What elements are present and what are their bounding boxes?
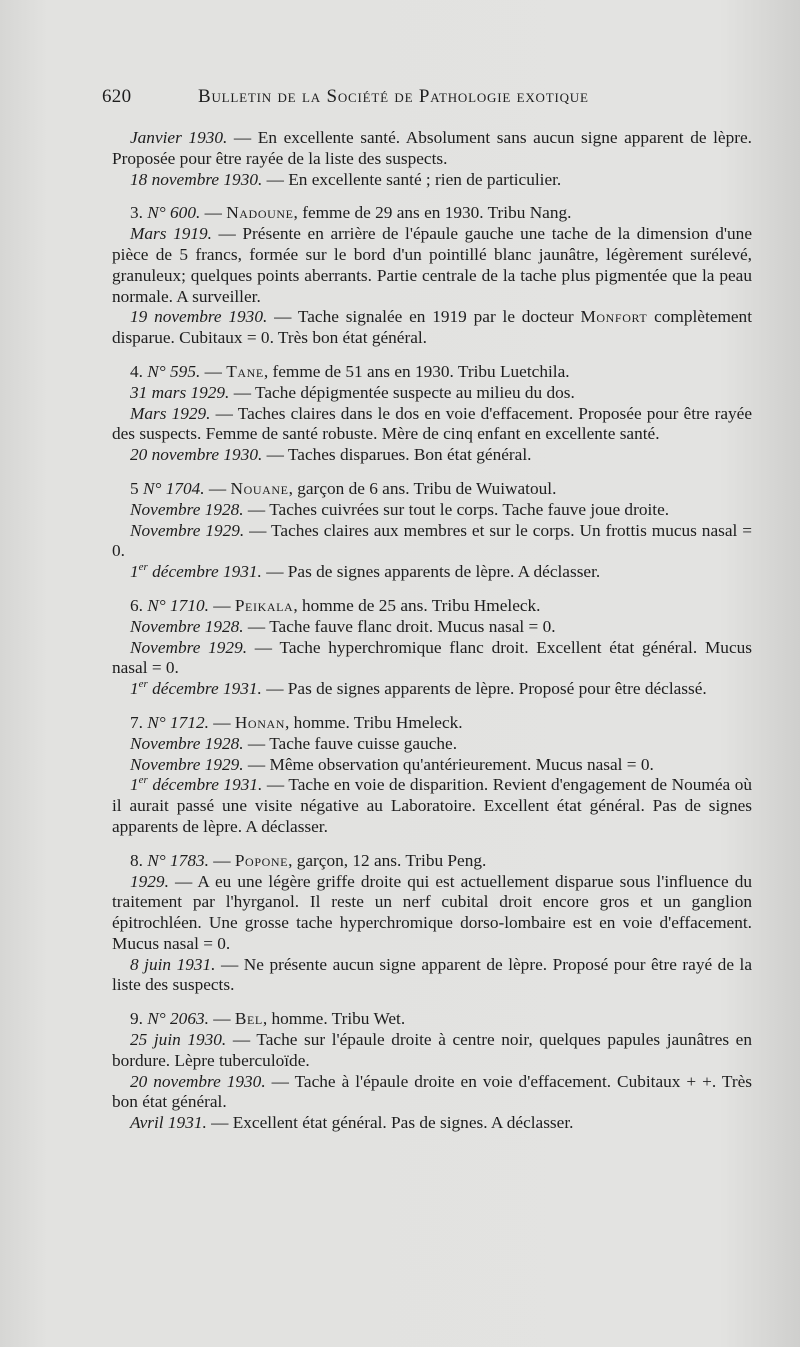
observation-paragraph bbox=[112, 562, 752, 583]
observation-date: 31 mars 1929. bbox=[130, 382, 230, 402]
separator: — bbox=[200, 203, 227, 223]
observation-date bbox=[130, 679, 262, 698]
separator: — bbox=[208, 850, 235, 870]
observation-text: — En excellente santé. Absolument sans aucun signe apparent de lèpre. Proposée pour être rayée de la liste des suspects. bbox=[112, 128, 752, 168]
case-number: 7. bbox=[130, 712, 148, 732]
case-entry-6 bbox=[112, 596, 752, 700]
date-day: 1 bbox=[130, 775, 139, 795]
doctor-name: Monfort bbox=[580, 307, 648, 327]
observation-paragraph bbox=[112, 224, 752, 307]
case-file-number: N° 600. bbox=[147, 203, 201, 223]
patient-name: Tane bbox=[226, 361, 264, 381]
case-heading bbox=[112, 596, 752, 617]
date-rest: décembre 1931. bbox=[147, 562, 262, 582]
ordinal-suffix: er bbox=[138, 774, 148, 787]
observation-date bbox=[130, 775, 262, 794]
case-entry-7 bbox=[112, 713, 752, 838]
observation-text: — Excellent état général. Pas de signes. A déclasser. bbox=[206, 1113, 574, 1133]
observation-text: — Présente en arrière de l'épaule gauche une tache de la dimension d'une pièce de 5 francs, formée sur le bord d'un pointillé blanc jaunâtre, légèrement surélevé, granuleux; quelques points aberrants. Partie centrale de la tache plus pigmentée que la peau normale. A surveiller. bbox=[112, 224, 752, 306]
case-heading bbox=[112, 479, 752, 500]
observation-paragraph bbox=[112, 638, 752, 680]
case-number: 6. bbox=[130, 595, 148, 615]
case-heading bbox=[112, 1009, 752, 1030]
case-file-number: N° 1704. bbox=[142, 478, 205, 498]
observation-date: 20 novembre 1930. bbox=[130, 445, 263, 465]
case-file-number: N° 595. bbox=[147, 361, 201, 381]
patient-name: Peikala bbox=[234, 595, 294, 615]
observation-paragraph bbox=[112, 755, 752, 776]
observation-text: — A eu une légère griffe droite qui est actuellement disparue sous l'influence du traitement par l'hyrganol. Il reste un nerf cubital droit encore gros et un ganglion épitrochléen. Une grosse tache hyperchromique dorso-lombaire est en voie d'effacement. Mucus nasal = 0. bbox=[112, 871, 752, 953]
patient-description: , homme de 25 ans. Tribu Hmeleck. bbox=[293, 595, 541, 615]
separator: — bbox=[200, 361, 227, 381]
case-heading bbox=[112, 203, 752, 224]
case-file-number: N° 1710. bbox=[147, 595, 209, 615]
observation-text: — Tache à l'épaule droite en voie d'effacement. Cubitaux + +. Très bon état général. bbox=[112, 1071, 752, 1112]
case-heading bbox=[112, 713, 752, 734]
observation-paragraph bbox=[112, 872, 752, 955]
patient-description: , homme. Tribu Hmeleck. bbox=[285, 712, 463, 732]
observation-paragraph bbox=[112, 955, 752, 997]
observation-date: Avril 1931. bbox=[130, 1113, 207, 1133]
date-rest: décembre 1931. bbox=[147, 775, 263, 795]
observation-date bbox=[130, 562, 262, 581]
case-entry-9 bbox=[112, 1009, 752, 1134]
observation-date: Janvier 1930. bbox=[130, 128, 228, 147]
case-entry-8 bbox=[112, 851, 752, 997]
observation-date: Novembre 1928. bbox=[130, 733, 244, 753]
observation-text: — Tache fauve cuisse gauche. bbox=[243, 733, 458, 753]
observation-paragraph bbox=[112, 1030, 752, 1072]
patient-name: Popone bbox=[234, 850, 289, 870]
case-heading bbox=[112, 851, 752, 872]
case-entry-3 bbox=[112, 203, 752, 349]
observation-text: — Ne présente aucun signe apparent de lèpre. Proposé pour être rayé de la liste des suspects. bbox=[112, 954, 752, 995]
observation-date: Novembre 1928. bbox=[130, 616, 244, 636]
observation-text: — Tache dépigmentée suspecte au milieu du dos. bbox=[229, 382, 575, 402]
case-number: 4. bbox=[130, 361, 148, 381]
observation-date: Novembre 1928. bbox=[130, 499, 244, 519]
body-text bbox=[112, 128, 752, 1147]
case-entry-continued bbox=[112, 128, 752, 190]
observation-date: 18 novembre 1930. bbox=[130, 169, 263, 189]
observation-date: Novembre 1929. bbox=[130, 637, 248, 657]
patient-description: , garçon, 12 ans. Tribu Peng. bbox=[288, 850, 487, 870]
observation-paragraph bbox=[112, 679, 752, 700]
separator: — bbox=[208, 595, 235, 615]
observation-paragraph bbox=[112, 170, 752, 191]
case-file-number: N° 1783. bbox=[147, 850, 209, 870]
patient-name: Bel bbox=[234, 1009, 263, 1029]
observation-paragraph bbox=[112, 617, 752, 638]
observation-text: — Taches disparues. Bon état général. bbox=[262, 445, 532, 465]
observation-paragraph bbox=[112, 734, 752, 755]
case-file-number: N° 2063. bbox=[147, 1009, 209, 1029]
patient-name: Nadoune bbox=[226, 203, 294, 223]
separator: — bbox=[204, 478, 231, 498]
observation-date: Novembre 1929. bbox=[130, 520, 245, 540]
observation-text: — Tache fauve flanc droit. Mucus nasal = 0. bbox=[243, 616, 556, 636]
observation-date: 20 novembre 1930. bbox=[130, 1071, 266, 1091]
observation-date: 8 juin 1931. bbox=[130, 954, 216, 974]
ordinal-suffix: er bbox=[138, 561, 148, 574]
patient-name: Nouane bbox=[230, 478, 289, 498]
observation-text: — En excellente santé ; rien de particulier. bbox=[262, 169, 562, 189]
case-number: 8. bbox=[130, 850, 148, 870]
observation-date: Mars 1919. bbox=[130, 224, 212, 244]
observation-paragraph bbox=[112, 404, 752, 446]
case-file-number: N° 1712. bbox=[147, 712, 209, 732]
date-rest: décembre 1931. bbox=[147, 679, 262, 699]
observation-text: — Tache sur l'épaule droite à centre noir, quelques papules jaunâtres en bordure. Lèpre tuberculoïde. bbox=[112, 1030, 752, 1070]
case-heading bbox=[112, 362, 752, 383]
observation-paragraph bbox=[112, 383, 752, 404]
case-number: 3. bbox=[130, 203, 148, 223]
case-number: 9. bbox=[130, 1009, 148, 1029]
case-entry-4 bbox=[112, 362, 752, 466]
observation-date: 1929. bbox=[130, 871, 169, 891]
running-title: Bulletin de la Société de Pathologie exotique bbox=[198, 86, 589, 107]
observation-text: — Tache signalée en 1919 par le docteur bbox=[267, 307, 581, 327]
patient-name: Honan bbox=[234, 712, 285, 732]
observation-text: — Pas de signes apparents de lèpre. A déclasser. bbox=[261, 562, 601, 582]
ordinal-suffix: er bbox=[138, 678, 148, 691]
observation-paragraph bbox=[112, 775, 752, 837]
date-day: 1 bbox=[130, 679, 139, 699]
observation-paragraph bbox=[112, 521, 752, 563]
patient-description: , femme de 29 ans en 1930. Tribu Nang. bbox=[293, 203, 572, 223]
observation-paragraph bbox=[112, 1113, 752, 1134]
observation-date: 19 novembre 1930. bbox=[130, 307, 268, 327]
observation-paragraph bbox=[112, 307, 752, 349]
case-entry-5 bbox=[112, 479, 752, 583]
patient-description: , garçon de 6 ans. Tribu de Wuiwatoul. bbox=[288, 478, 557, 498]
observation-text: — Tache hyperchromique flanc droit. Excellent état général. Mucus nasal = 0. bbox=[112, 637, 752, 678]
observation-date: Novembre 1929. bbox=[130, 754, 244, 774]
observation-text: — Pas de signes apparents de lèpre. Proposé pour être déclassé. bbox=[261, 679, 707, 699]
patient-description: , homme. Tribu Wet. bbox=[262, 1009, 406, 1029]
observation-paragraph bbox=[112, 128, 752, 170]
date-day: 1 bbox=[130, 562, 139, 582]
observation-paragraph bbox=[112, 445, 752, 466]
observation-paragraph bbox=[112, 1072, 752, 1114]
observation-text: — Taches claires aux membres et sur le corps. Un frottis mucus nasal = 0. bbox=[112, 520, 752, 561]
observation-text: — Taches cuivrées sur tout le corps. Tache fauve joue droite. bbox=[243, 499, 670, 519]
observation-text: — Tache en voie de disparition. Revient d'engagement de Nouméa où il aurait passé une visite négative au Laboratoire. Excellent état général. Pas de signes apparents de lèpre. A déclasser. bbox=[112, 775, 752, 836]
observation-text: — Taches claires dans le dos en voie d'effacement. Proposée pour être rayée des suspects. Femme de santé robuste. Mère de cinq enfant en excellente santé. bbox=[112, 403, 752, 444]
observation-date: Mars 1929. bbox=[130, 403, 211, 423]
case-number: 5 bbox=[130, 478, 143, 498]
separator: — bbox=[208, 712, 235, 732]
observation-text: complètement disparue. Cubitaux = 0. Très bon état général. bbox=[112, 307, 752, 348]
observation-date: 25 juin 1930. bbox=[130, 1030, 227, 1050]
observation-paragraph bbox=[112, 500, 752, 521]
observation-text: — Même observation qu'antérieurement. Mucus nasal = 0. bbox=[243, 754, 654, 774]
patient-description: , femme de 51 ans en 1930. Tribu Luetchila. bbox=[263, 361, 570, 381]
separator: — bbox=[208, 1009, 235, 1029]
page-number: 620 bbox=[102, 86, 132, 107]
